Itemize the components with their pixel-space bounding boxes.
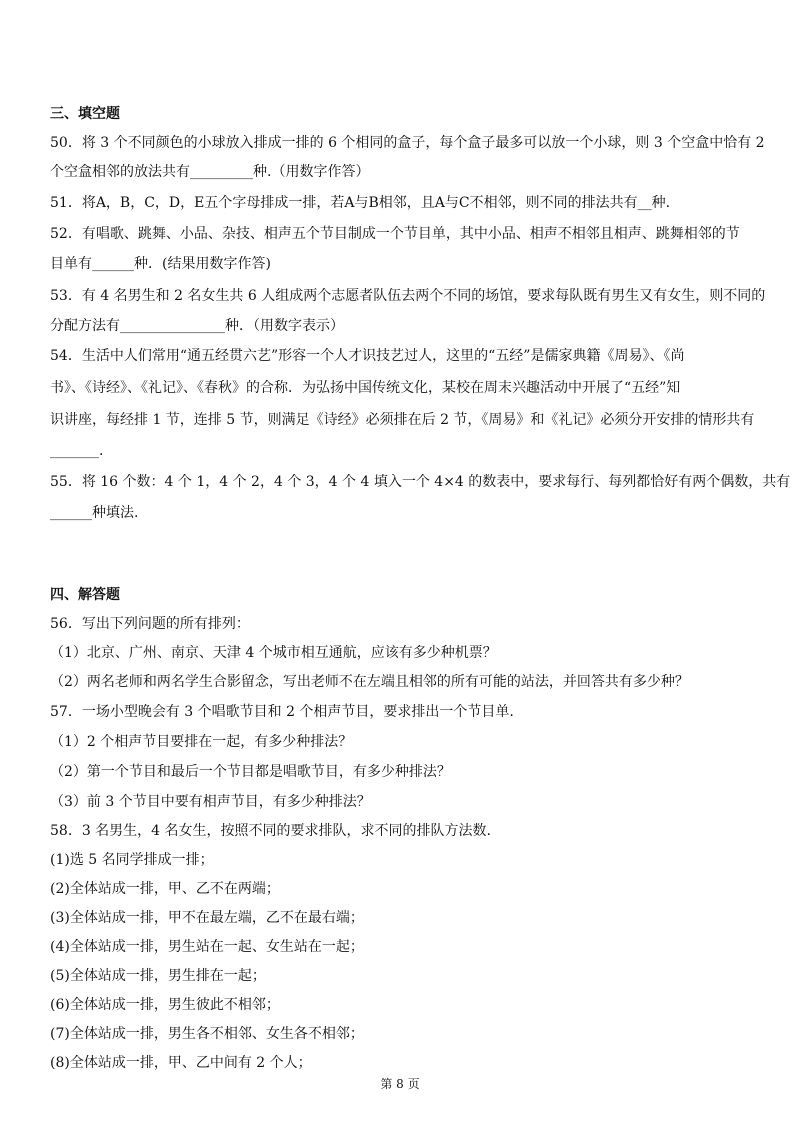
- question-52-line-1: 52．有唱歌、跳舞、小品、杂技、相声五个节目制成一个节目单，其中小品、相声不相邻且相声、跳舞相邻的节: [50, 226, 740, 242]
- question-58-part-5: (5)全体站成一排，男生排在一起；: [50, 968, 266, 984]
- question-56-part-1: （1）北京、广州、南京、天津 4 个城市相互通航，应该有多少种机票？: [50, 645, 497, 661]
- question-56-part-2: （2）两名老师和两名学生合影留念，写出老师不在左端且相邻的所有可能的站法，并回答共有多少种？: [50, 674, 689, 690]
- question-50-line-2: 个空盒相邻的放法共有_________种.（用数字作答）: [50, 164, 370, 180]
- question-52-line-2: 目单有______种．(结果用数字作答): [50, 256, 271, 272]
- question-54-line-2: 书》、《诗经》、《礼记》、《春秋》的合称．为弘扬中国传统文化，某校在周末兴趣活动中开展了“五经”知: [50, 380, 681, 396]
- question-57-part-2: （2）第一个节目和最后一个节目都是唱歌节目，有多少种排法？: [50, 764, 451, 780]
- question-58-part-2: (2)全体站成一排，甲、乙不在两端；: [50, 881, 280, 897]
- question-58-part-7: (7)全体站成一排，男生各不相邻、女生各不相邻；: [50, 1026, 364, 1042]
- question-54-line-4: _______.: [50, 443, 104, 459]
- question-56-stem: 56．写出下列问题的所有排列：: [50, 616, 250, 632]
- question-58-part-6: (6)全体站成一排，男生彼此不相邻；: [50, 997, 280, 1013]
- section-heading-fill-in: 三、填空题: [50, 106, 120, 122]
- question-55-line-2: ______种填法.: [50, 505, 139, 521]
- question-58-stem: 58．3 名男生，4 名女生，按照不同的要求排队，求不同的排队方法数.: [50, 823, 491, 839]
- question-58-part-8: (8)全体站成一排，甲、乙中间有 2 个人；: [50, 1055, 312, 1071]
- question-57-stem: 57．一场小型晚会有 3 个唱歌节目和 2 个相声节目，要求排出一个节目单.: [50, 704, 514, 720]
- question-58-part-4: (4)全体站成一排，男生站在一起、女生站在一起；: [50, 939, 364, 955]
- question-54-line-1: 54．生活中人们常用“通五经贯六艺”形容一个人才识技艺过人，这里的“五经”是儒家典籍《周易》、《尚: [50, 348, 685, 364]
- page-number: 第 8 页: [380, 1077, 420, 1091]
- question-50-line-1: 50．将 3 个不同颜色的小球放入排成一排的 6 个相同的盒子，每个盒子最多可以放一个小球，则 3 个空盒中恰有 2: [50, 135, 765, 151]
- question-55-line-1: 55．将 16 个数：4 个 1，4 个 2，4 个 3，4 个 4 填入一个 4×4 的数表中，要求每行、每列都恰好有两个偶数，共有: [50, 474, 791, 490]
- question-53-line-2: 分配方法有_______________种．（用数字表示）: [50, 318, 344, 334]
- question-58-part-1: (1)选 5 名同学排成一排；: [50, 852, 214, 868]
- question-57-part-3: （3）前 3 个节目中要有相声节目，有多少种排法？: [50, 794, 371, 810]
- question-51-line-1: 51．将A，B，C，D，E五个字母排成一排，若A与B相邻，且A与C不相邻，则不同的排法共有__种.: [50, 195, 671, 211]
- section-heading-problems: 四、解答题: [50, 587, 120, 603]
- question-57-part-1: （1）2 个相声节目要排在一起，有多少种排法？: [50, 734, 353, 750]
- question-58-part-3: (3)全体站成一排，甲不在最左端，乙不在最右端；: [50, 910, 364, 926]
- question-54-line-3: 识讲座，每经排 1 节，连排 5 节，则满足《诗经》必须排在后 2 节，《周易》和《礼记》必须分开安排的情形共有: [50, 412, 755, 428]
- question-53-line-1: 53．有 4 名男生和 2 名女生共 6 人组成两个志愿者队伍去两个不同的场馆，要求每队既有男生又有女生，则不同的: [50, 288, 766, 304]
